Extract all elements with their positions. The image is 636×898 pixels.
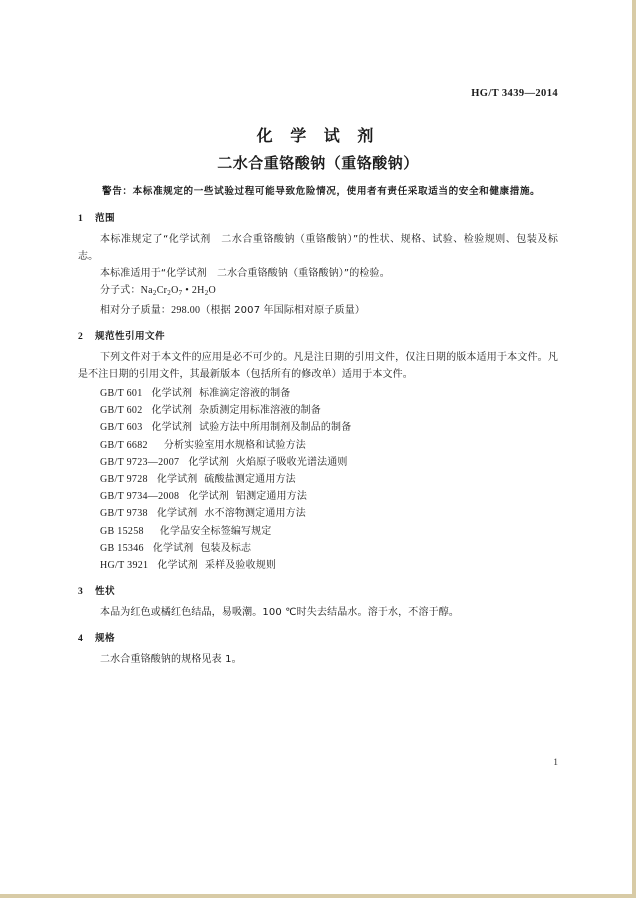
reference-code: GB/T 601	[100, 388, 143, 399]
reference-code: GB 15346	[100, 542, 144, 554]
section-heading-specifications	[78, 631, 558, 647]
reference-code: GB/T 9723—2007	[100, 456, 180, 468]
reference-name: 采样及验收规则	[204, 560, 277, 572]
reference-name: 铝测定通用方法	[235, 491, 307, 503]
section-number-normative-refs: 2	[78, 331, 84, 342]
reference-category: 化学试剂	[156, 508, 198, 520]
reference-category: 化学试剂	[188, 491, 229, 503]
molecular-mass-line	[78, 302, 558, 319]
section-number-specifications: 4	[78, 633, 84, 645]
molecular-mass-label: 相对分子质量：	[100, 305, 172, 316]
warning-paragraph: 警告：本标准规定的一些试验过程可能导致危险情况，使用者有责任采取适当的安全和健康措施。	[102, 186, 541, 197]
formula-na-sub: 2	[152, 289, 157, 297]
reference-category: 化学试剂	[156, 474, 198, 486]
list-item	[78, 419, 558, 436]
reference-name: 火焰原子吸收光谱法通则	[235, 456, 348, 468]
reference-code: HG/T 3921	[100, 560, 149, 572]
formula-na: Na	[140, 285, 153, 296]
section-number-scope: 1	[78, 213, 84, 224]
formula-cr-sub: 2	[167, 289, 172, 297]
scope-paragraph-1: 本标准规定了“化学试剂 二水合重铬酸钠（重铬酸钠）”的性状、规格、试验、检验规则、包装及标志。	[78, 234, 558, 262]
normative-refs-intro: 下列文件对于本文件的应用是必不可少的。凡是注日期的引用文件，仅注日期的版本适用于本文件。凡是不注日期的引用文件，其最新版本（包括所有的修改单）适用于本文件。	[78, 352, 558, 380]
reference-name: 杂质测定用标准溶液的制备	[199, 405, 321, 417]
list-item	[78, 385, 558, 402]
reference-name: 水不溶物测定通用方法	[204, 508, 306, 520]
reference-code: GB/T 6682	[100, 439, 148, 451]
section-heading-normative-refs	[78, 329, 558, 345]
section-heading-properties	[78, 584, 558, 600]
properties-paragraph: 本品为红色或橘红色结晶，易吸潮。100 ℃时失去结晶水。溶于水，不溶于醇。	[100, 607, 460, 619]
section-title-specifications: 规格	[95, 633, 115, 645]
list-item	[78, 471, 558, 488]
list-item	[78, 454, 558, 471]
formula-o2: O	[208, 285, 217, 296]
molecular-mass-value: 298.00	[171, 305, 201, 316]
reference-code: GB/T 9734—2008	[100, 491, 180, 503]
reference-category: 化学试剂	[151, 388, 193, 399]
reference-name: 试验方法中所用制剂及制品的制备	[199, 422, 352, 434]
scope-paragraph-2: 本标准适用于“化学试剂 二水合重铬酸钠（重铬酸钠）”的检验。	[100, 268, 390, 279]
molecular-mass-note: （根据 2007 年国际相对原子质量）	[200, 305, 366, 316]
list-item	[78, 523, 558, 540]
reference-name: 分析实验室用水规格和试验方法	[163, 439, 306, 451]
reference-name: 包装及标志	[200, 542, 252, 554]
page-number: 1	[553, 758, 558, 768]
formula-h2o: 2H	[191, 285, 205, 296]
reference-category: 化学试剂	[151, 405, 193, 417]
page-title: 化 学 试 剂	[256, 126, 380, 145]
reference-name: 硫酸盐测定通用方法	[204, 474, 296, 486]
section-title-scope: 范围	[95, 213, 115, 224]
title-block	[78, 125, 558, 175]
list-item	[78, 402, 558, 419]
reference-code: GB/T 602	[100, 405, 143, 417]
reference-name: 标准滴定溶液的制备	[199, 388, 291, 399]
reference-category: 化学试剂	[188, 456, 229, 468]
reference-category: 化学试剂	[157, 560, 198, 572]
formula-dot: •	[182, 285, 192, 296]
reference-code: GB 15258	[100, 525, 144, 537]
molecular-formula-label: 分子式：	[100, 285, 141, 296]
list-item	[78, 557, 558, 574]
reference-code: GB/T 603	[100, 422, 143, 434]
formula-h2o-sub: 2	[204, 289, 209, 297]
list-item	[78, 505, 558, 522]
standard-number-header: HG/T 3439—2014	[471, 88, 558, 99]
list-item	[78, 437, 558, 454]
reference-code: GB/T 9728	[100, 474, 148, 486]
page-subtitle: 二水合重铬酸钠（重铬酸钠）	[217, 154, 419, 172]
formula-o-sub: 7	[178, 289, 183, 297]
formula-o: O	[171, 285, 179, 296]
section-title-normative-refs: 规范性引用文件	[95, 331, 165, 342]
reference-category: 化学试剂	[152, 542, 194, 554]
specifications-paragraph: 二水合重铬酸钠的规格见表 1。	[100, 654, 242, 666]
reference-code: GB/T 9738	[100, 508, 148, 520]
section-title-properties: 性状	[95, 586, 115, 598]
reference-name: 化学品安全标签编写规定	[159, 525, 272, 537]
molecular-formula-line	[78, 282, 558, 302]
reference-category: 化学试剂	[151, 422, 193, 434]
list-item	[78, 488, 558, 505]
section-heading-scope	[78, 211, 558, 227]
document-body	[78, 183, 558, 668]
normative-reference-list	[78, 385, 558, 574]
molecular-formula-value	[141, 285, 216, 296]
formula-cr: Cr	[156, 285, 168, 296]
list-item	[78, 540, 558, 557]
section-number-properties: 3	[78, 586, 84, 598]
